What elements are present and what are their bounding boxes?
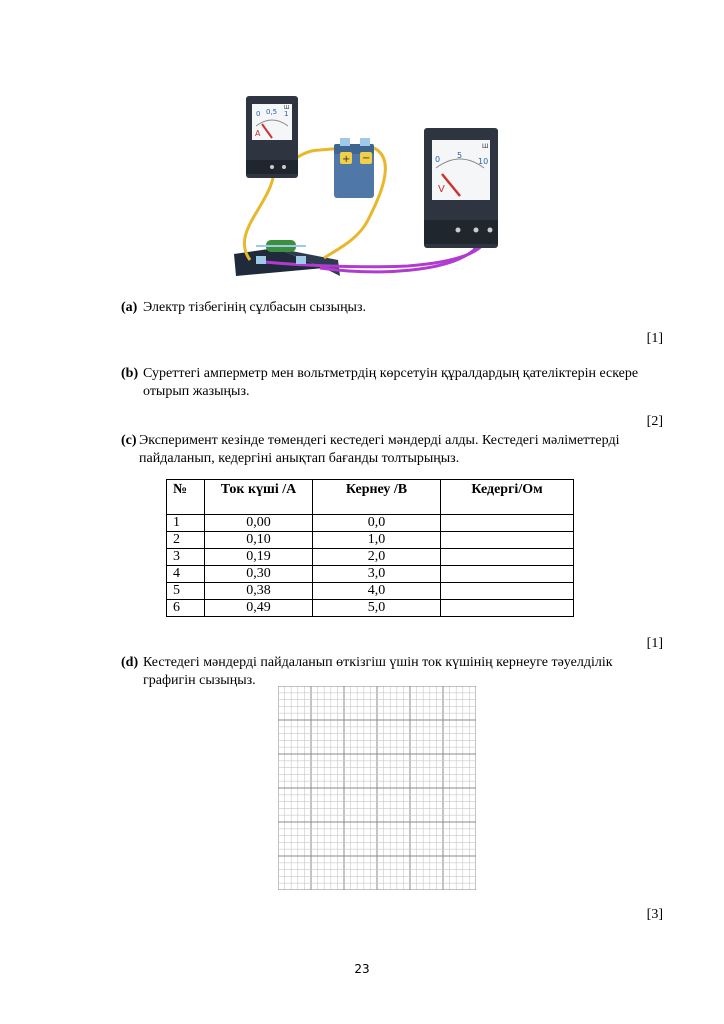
cell-number: 2 [167,532,205,549]
ammeter-unit-mark: Ш [284,105,290,111]
ammeter-symbol: A [255,129,261,138]
question-b-label: (b) [121,366,139,381]
question-b-text-line1: Суреттегі амперметр мен вольтметрдің көрсетуін құралдардың қателіктерін ескере [143,366,639,381]
battery-minus: − [362,153,371,164]
header-resistance: Кедергі/Ом [441,480,574,515]
question-d-label: (d) [121,655,139,670]
question-b [121,365,681,399]
data-table [166,479,574,617]
table-row [167,566,574,583]
ammeter [246,96,298,178]
cell-number: 5 [167,583,205,600]
cell-resistance[interactable] [441,566,574,583]
cell-number: 4 [167,566,205,583]
table-row [167,532,574,549]
cell-number: 1 [167,515,205,532]
voltmeter-scale-0: 0 [435,155,441,164]
cell-voltage: 1,0 [313,532,441,549]
cell-resistance[interactable] [441,532,574,549]
table-header-row [167,480,574,515]
question-a-mark: [1] [646,331,663,346]
question-a-text: Электр тізбегінің сұлбасын сызыңыз. [143,300,366,315]
cell-voltage: 2,0 [313,549,441,566]
cell-current: 0,49 [205,600,313,617]
battery [334,138,374,198]
cell-resistance[interactable] [441,515,574,532]
cell-current: 0,19 [205,549,313,566]
question-b-mark: [2] [646,414,663,429]
cell-number: 3 [167,549,205,566]
ammeter-scale-max: 1 [284,110,289,118]
question-c-text-line2: пайдаланып, кедергіні анықтап бағанды толтырыңыз. [139,451,460,466]
question-d-text-line2: графигін сызыңыз. [143,673,256,688]
header-number: № [167,480,205,515]
cell-voltage: 0,0 [313,515,441,532]
question-d [121,654,681,688]
table-row [167,600,574,617]
table-row [167,583,574,600]
table-row [167,515,574,532]
cell-current: 0,30 [205,566,313,583]
cell-voltage: 3,0 [313,566,441,583]
cell-voltage: 5,0 [313,600,441,617]
ammeter-scale-mid: 0,5 [266,108,278,116]
question-a-label: (a) [121,300,138,315]
question-a [121,299,366,317]
cell-current: 0,10 [205,532,313,549]
question-c-mark: [1] [646,636,663,651]
voltmeter [424,128,498,248]
voltmeter-scale-max: 10 [478,157,489,166]
question-c-label: (c) [121,433,137,448]
circuit-figure [228,90,512,286]
cell-resistance[interactable] [441,600,574,617]
cell-number: 6 [167,600,205,617]
header-current: Ток күші /А [205,480,313,515]
table-row [167,549,574,566]
ammeter-scale-0: 0 [256,110,261,118]
graph-paper-grid[interactable] [278,686,476,890]
question-d-mark: [3] [646,907,663,922]
header-voltage: Кернеу /В [313,480,441,515]
voltmeter-symbol: V [438,184,445,195]
cell-current: 0,00 [205,515,313,532]
battery-plus: + [342,154,351,165]
page-number: 23 [354,962,370,976]
cell-resistance[interactable] [441,549,574,566]
question-d-text-line1: Кестедегі мәндерді пайдаланып өткізгіш үшін ток күшінің кернеуге тәуелділік [143,655,613,670]
cell-current: 0,38 [205,583,313,600]
question-c-text-line1: Эксперимент кезінде төмендегі кестедегі мәндерді алды. Кестедегі мәліметтерді [139,433,620,448]
cell-voltage: 4,0 [313,583,441,600]
question-c [121,432,681,466]
question-b-text-line2: отырып жазыңыз. [143,384,250,399]
voltmeter-unit-mark: Ш [482,143,489,150]
cell-resistance[interactable] [441,583,574,600]
voltmeter-scale-mid: 5 [457,151,463,160]
